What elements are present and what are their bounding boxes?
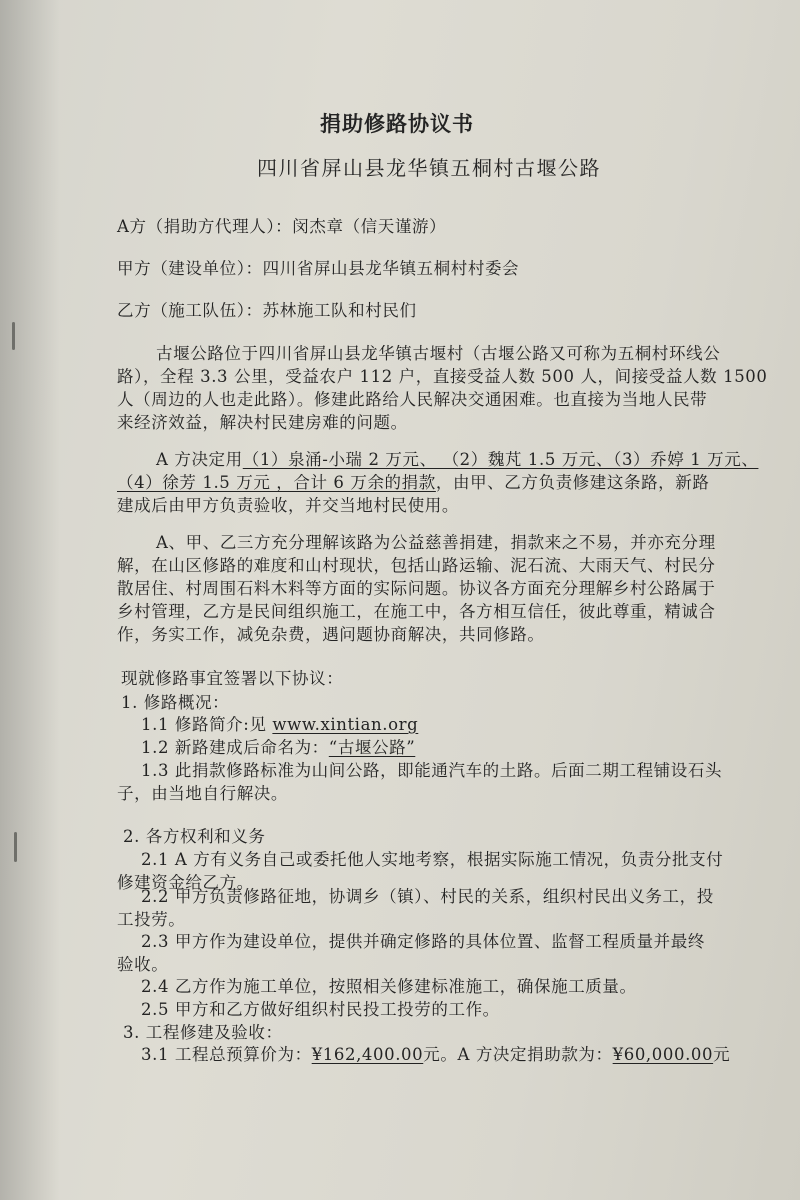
item-2-1-line-2: 修建资金给乙方。 bbox=[117, 873, 254, 892]
party-jia: 甲方（建设单位）：四川省屏山县龙华镇五桐村村委会 bbox=[117, 259, 520, 278]
document-title: 捐助修路协议书 bbox=[320, 111, 474, 136]
donation-label: 元。A 方决定捐助款为： bbox=[423, 1045, 613, 1064]
donation-rest: ，由甲、乙方负责修建这条路，新路 bbox=[435, 473, 710, 492]
understanding-line-3: 散居住、村周围石料木料等方面的实际问题。协议各方面充分理解乡村公路属于 bbox=[117, 579, 716, 598]
intro-line-1: 古堰公路位于四川省屏山县龙华镇古堰村（古堰公路又可称为五桐村环线公 bbox=[156, 344, 721, 363]
section-1-heading: 1. 修路概况： bbox=[121, 693, 230, 712]
item-2-2-line-1: 2.2 甲方负责修路征地，协调乡（镇）、村民的关系，组织村民出义务工，投 bbox=[141, 887, 714, 906]
item-3-1 bbox=[141, 1041, 730, 1065]
donor-list-1: （1）泉涌-小瑞 2 万元、 （2）魏芃 1.5 万元、（3）乔婷 1 万元、 bbox=[242, 450, 759, 469]
currency-unit: 元 bbox=[713, 1045, 731, 1064]
item-1-3-line-2: 子，由当地自行解决。 bbox=[117, 784, 288, 803]
donation-line-2 bbox=[117, 469, 709, 493]
section-3-heading: 3. 工程修建及验收： bbox=[123, 1023, 283, 1042]
understanding-line-4: 乡村管理，乙方是民间组织施工，在施工中，各方相互信任，彼此尊重，精诚合 bbox=[117, 602, 716, 621]
item-1-3-line-1: 1.3 此捐款修路标准为山间公路，即能通汽车的土路。后面二期工程铺设石头 bbox=[141, 761, 723, 780]
budget-amount: ¥162,400.00 bbox=[311, 1045, 424, 1064]
donor-list-2: （4）徐芳 1.5 万元 ，合计 6 万余的捐款 bbox=[117, 473, 436, 492]
document-subtitle: 四川省屏山县龙华镇五桐村古堰公路 bbox=[257, 156, 601, 180]
donation-amount: ¥60,000.00 bbox=[612, 1045, 714, 1064]
road-name: “古堰公路” bbox=[328, 738, 416, 757]
donation-line-1 bbox=[156, 446, 758, 470]
item-1-2-label: 1.2 新路建成后命名为： bbox=[141, 738, 329, 757]
item-2-3-line-2: 验收。 bbox=[117, 955, 169, 974]
item-1-1 bbox=[141, 711, 418, 735]
budget-label: 3.1 工程总预算价为： bbox=[141, 1045, 312, 1064]
understanding-line-1: A、甲、乙三方充分理解该路为公益慈善捐建，捐款来之不易，并亦充分理 bbox=[156, 533, 716, 552]
donation-lead: A 方决定用 bbox=[156, 450, 243, 469]
item-1-1-label: 1.1 修路简介:见 bbox=[141, 715, 273, 734]
intro-line-4: 来经济效益，解决村民建房难的问题。 bbox=[117, 413, 408, 432]
item-1-2 bbox=[141, 734, 415, 758]
agreement-intro: 现就修路事宜签署以下协议： bbox=[121, 669, 344, 688]
section-2-heading: 2. 各方权利和义务 bbox=[123, 827, 266, 846]
understanding-line-2: 解，在山区修路的难度和山村现状，包括山路运输、泥石流、大雨天气、村民分 bbox=[117, 556, 716, 575]
party-a: A方（捐助方代理人）：闵杰章（信天谨游） bbox=[117, 217, 447, 236]
donation-line-3: 建成后由甲方负责验收，并交当地村民使用。 bbox=[117, 496, 459, 515]
item-2-5: 2.5 甲方和乙方做好组织村民投工投劳的工作。 bbox=[141, 1000, 500, 1019]
understanding-line-5: 作，务实工作，减免杂费，遇问题协商解决，共同修路。 bbox=[117, 625, 545, 644]
item-2-1-line-1: 2.1 A 方有义务自己或委托他人实地考察，根据实际施工情况，负责分批支付 bbox=[141, 850, 724, 869]
item-2-3-line-1: 2.3 甲方作为建设单位，提供并确定修路的具体位置、监督工程质量并最终 bbox=[141, 932, 705, 951]
item-2-4: 2.4 乙方作为施工单位，按照相关修建标准施工，确保施工质量。 bbox=[141, 977, 637, 996]
intro-line-2: 路），全程 3.3 公里，受益农户 112 户，直接受益人数 500 人，间接受益人数 1500 bbox=[117, 367, 768, 386]
item-2-2-line-2: 工投劳。 bbox=[117, 910, 186, 929]
party-yi: 乙方（施工队伍）：苏林施工队和村民们 bbox=[117, 301, 417, 320]
website-link[interactable]: www.xintian.org bbox=[272, 715, 419, 734]
intro-line-3: 人（周边的人也走此路）。修建此路给人民解决交通困难。也直接为当地人民带 bbox=[117, 390, 708, 409]
